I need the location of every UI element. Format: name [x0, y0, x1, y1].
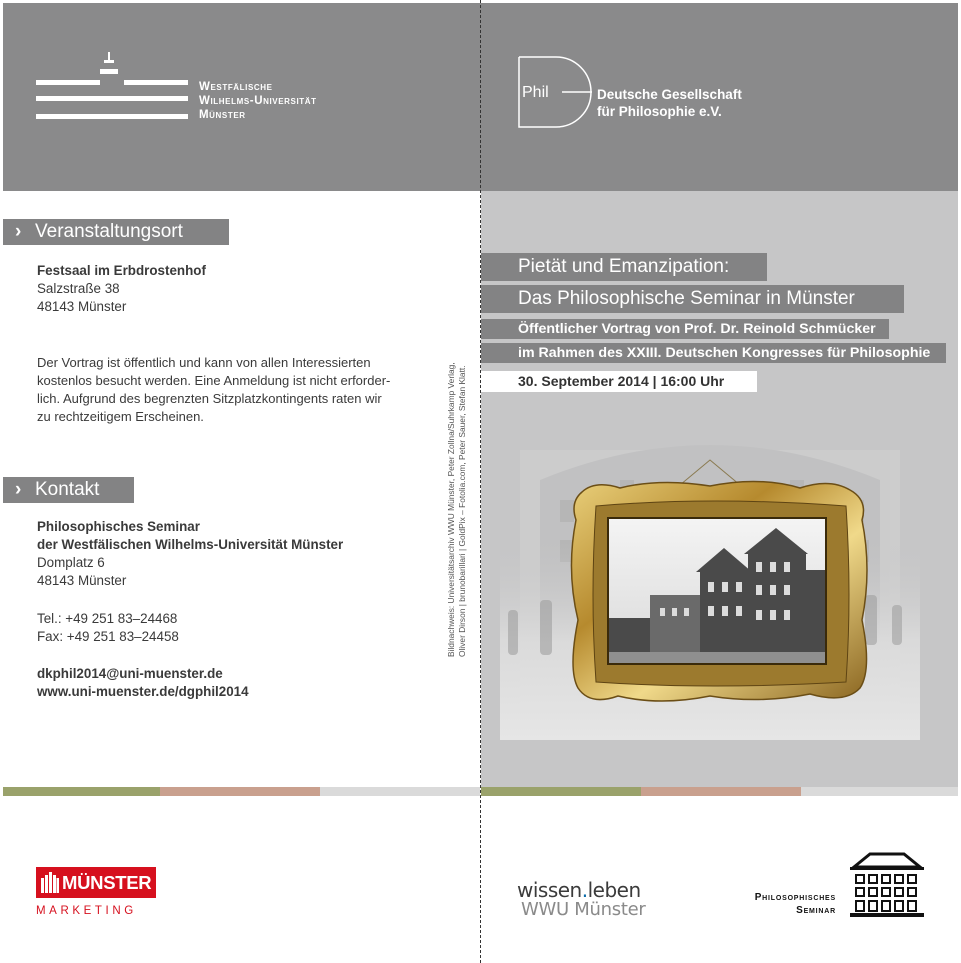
dgphil-logo-text: Phil	[522, 84, 549, 101]
venue-name: Festsaal im Erbdrostenhof	[37, 263, 206, 278]
event-title-line1: Pietät und Emanzipation:	[481, 253, 767, 281]
contact-street: Domplatz 6	[37, 555, 105, 570]
contact-org: Philosophisches Seminar	[37, 519, 200, 534]
event-title-line2: Das Philosophische Seminar in Münster	[481, 285, 904, 313]
venue-heading	[3, 219, 229, 245]
color-strip-rose	[641, 787, 801, 796]
dgphil-name	[597, 86, 742, 120]
dgphil-logo-icon	[516, 55, 592, 129]
philosophisches-seminar-name	[722, 891, 836, 917]
color-strip-rose	[160, 787, 320, 796]
credits-line: Bildnachweis: Universitätsarchiv WWU Münster, Peter Zollna/Suhrkamp Verlag,	[446, 362, 456, 657]
muenster-marketing-logo	[36, 867, 156, 919]
wwu-name-line: Wilhelms-Universität	[199, 95, 317, 107]
contact-heading	[3, 477, 134, 503]
color-strip-gray	[320, 787, 480, 796]
seminar-name-line: Philosophisches	[754, 892, 836, 903]
wissen-word: wissen	[517, 878, 582, 902]
color-strip-green	[3, 787, 160, 796]
venue-note-line: Der Vortrag ist öffentlich und kann von allen Interessierten	[37, 355, 371, 370]
wwu-name-line: Münster	[199, 109, 246, 121]
contact-email-link[interactable]: dkphil2014@uni-muenster.de	[37, 666, 223, 681]
venue-city: 48143 Münster	[37, 299, 127, 314]
contact-phone	[37, 610, 179, 646]
contact-tel: Tel.: +49 251 83–24468	[37, 611, 178, 626]
event-subtitle-line1: Öffentlicher Vortrag von Prof. Dr. Reinold Schmücker	[481, 319, 889, 339]
muenster-word: MÜNSTER	[62, 872, 152, 893]
venue-note-line: zu rechtzeitigem Erscheinen.	[37, 409, 204, 424]
wwu-name	[199, 80, 317, 122]
dgphil-name-line: Deutsche Gesellschaft	[597, 87, 742, 102]
dgphil-name-line: für Philosophie e.V.	[597, 104, 722, 119]
contact-web-link[interactable]: www.uni-muenster.de/dgphil2014	[37, 684, 249, 699]
contact-city: 48143 Münster	[37, 573, 127, 588]
wwu-muenster-word: WWU Münster	[521, 899, 646, 920]
venue-note-line: lich. Aufgrund des begrenzten Sitzplatzkontingents raten wir	[37, 391, 382, 406]
contact-address	[37, 518, 343, 590]
chevron-right-icon: ›	[15, 479, 22, 500]
image-credits	[442, 325, 472, 660]
muenster-logo-background	[36, 867, 156, 898]
muenster-cathedral-icon	[41, 872, 59, 893]
wwu-name-line: Westfälische	[199, 81, 273, 93]
chevron-right-icon: ›	[15, 221, 22, 242]
venue-note	[37, 354, 390, 426]
contact-org: der Westfälischen Wilhelms-Universität Münster	[37, 537, 344, 552]
venue-note-line: kostenlos besucht werden. Eine Anmeldung ist nicht erforder-	[37, 373, 391, 388]
leben-word: leben	[587, 878, 641, 902]
contact-online	[37, 665, 249, 701]
contact-fax: Fax: +49 251 83–24458	[37, 629, 179, 644]
contact-heading-label: Kontakt	[35, 479, 100, 500]
color-strip-green	[481, 787, 641, 796]
venue-street: Salzstraße 38	[37, 281, 120, 296]
seminar-building-icon	[848, 851, 926, 919]
event-date: 30. September 2014 | 16:00 Uhr	[481, 371, 757, 392]
wwu-logo-icon	[36, 52, 188, 122]
venue-address	[37, 262, 206, 316]
seminar-name-line: Seminar	[796, 905, 836, 916]
muenster-marketing-word: MARKETING	[36, 905, 137, 917]
wissen-leben-dot: .	[581, 878, 588, 902]
event-subtitle-line2: im Rahmen des XXIII. Deutschen Kongresses für Philosophie	[481, 343, 946, 363]
fold-line	[480, 0, 481, 963]
venue-heading-label: Veranstaltungsort	[35, 221, 183, 242]
color-strip-gray	[801, 787, 958, 796]
framed-photo-image	[500, 420, 920, 740]
credits-line: Oliver Dirson | brunobarillari | GoldPix – Fotolia.com, Peter Sauer, Stefan Klatt.	[457, 365, 467, 657]
